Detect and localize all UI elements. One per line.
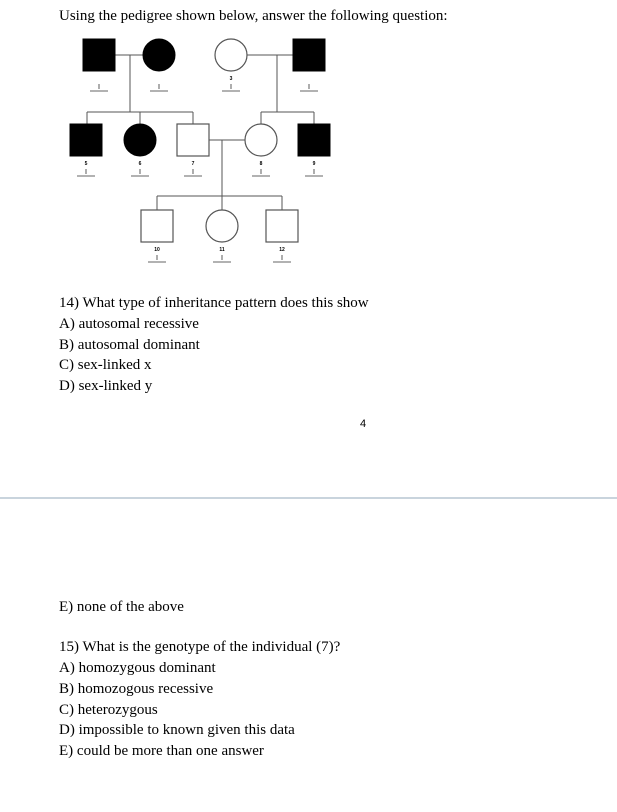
label-11: 11	[219, 247, 225, 253]
individual-7-male	[177, 124, 209, 156]
q14-option-d: D) sex-linked y	[59, 378, 153, 394]
label-9: 9	[312, 161, 316, 167]
individual-8-female	[245, 124, 277, 156]
individual-5-affected-male	[70, 124, 102, 156]
intro-text: Using the pedigree shown below, answer the following question:	[59, 8, 448, 24]
individual-1-affected-male	[83, 39, 115, 71]
page-2	[0, 499, 617, 812]
label-5: 5	[84, 161, 88, 167]
q15-option-b: B) homozogous recessive	[59, 681, 214, 697]
label-4: 4	[307, 76, 311, 82]
individual-9-affected-male	[298, 124, 330, 156]
label-8: 8	[259, 161, 263, 167]
individual-6-affected-female	[124, 124, 156, 156]
label-1: 1	[97, 76, 101, 82]
individual-10-male	[141, 210, 173, 242]
individual-3-female	[215, 39, 247, 71]
q15-question: 15) What is the genotype of the individual (7)?	[59, 639, 341, 655]
q14-option-e: E) none of the above	[59, 599, 184, 615]
pedigree-diagram	[0, 0, 617, 290]
label-7: 7	[191, 161, 195, 167]
q14-option-b: B) autosomal dominant	[59, 337, 200, 353]
label-12: 12	[279, 247, 285, 253]
q15-option-c: C) heterozygous	[59, 702, 158, 718]
individual-4-affected-male	[293, 39, 325, 71]
q15-option-d: D) impossible to known given this data	[59, 722, 295, 738]
page-number: 4	[360, 418, 367, 430]
q14-option-c: C) sex-linked x	[59, 357, 152, 373]
individual-2-affected-female	[143, 39, 175, 71]
label-2: 2	[157, 76, 161, 82]
individual-11-female	[206, 210, 238, 242]
q15-option-e: E) could be more than one answer	[59, 743, 264, 759]
individual-12-male	[266, 210, 298, 242]
q15-option-a: A) homozygous dominant	[59, 660, 216, 676]
q14-option-a: A) autosomal recessive	[59, 316, 199, 332]
label-10: 10	[154, 247, 160, 253]
label-3: 3	[229, 76, 233, 82]
label-6: 6	[138, 161, 142, 167]
q14-question: 14) What type of inheritance pattern does this show	[59, 295, 369, 311]
